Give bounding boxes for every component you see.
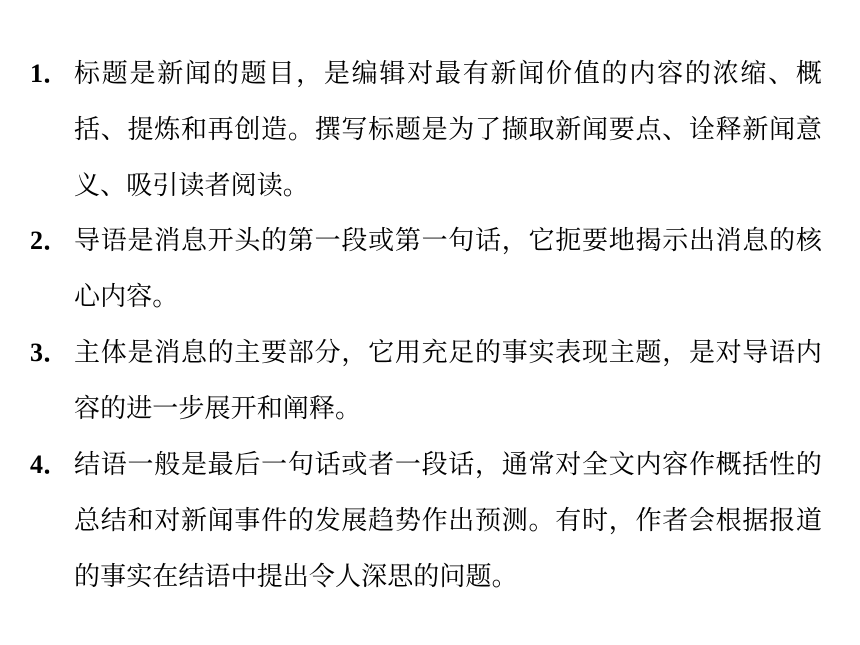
item-text: 结语一般是最后一句话或者一段话，通常对全文内容作概括性的总结和对新闻事件的发展趋势作出预测。有时，作者会根据报道的事实在结语中提出令人深思的问题。 <box>74 450 822 592</box>
item-number: 1． <box>30 59 70 88</box>
item-text: 导语是消息开头的第一段或第一句话，它扼要地揭示出消息的核心内容。 <box>74 226 822 312</box>
item-text: 标题是新闻的题目，是编辑对最有新闻价值的内容的浓缩、概括、提炼和再创造。撰写标题是为了撷取新闻要点、诠释新闻意义、吸引读者阅读。 <box>74 59 822 201</box>
item-number: 3． <box>30 338 70 367</box>
item-text: 主体是消息的主要部分，它用充足的事实表现主题，是对导语内容的进一步展开和阐释。 <box>74 338 822 424</box>
item-number: 4． <box>30 450 70 479</box>
item-number: 2． <box>30 226 70 255</box>
